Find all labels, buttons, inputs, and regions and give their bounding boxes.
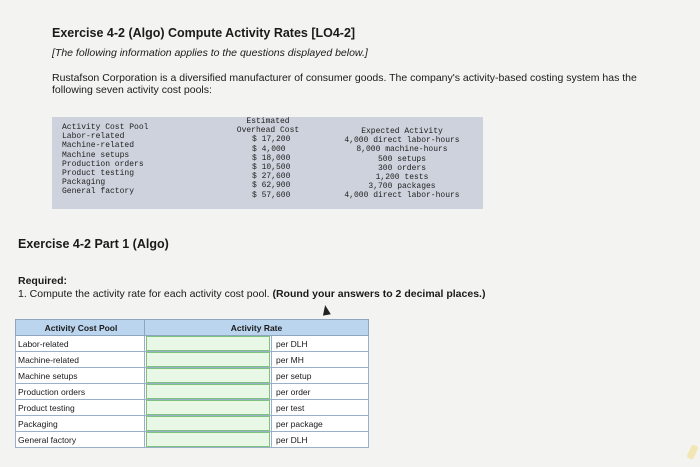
rate-input-cell	[145, 336, 272, 352]
rate-input-cell	[145, 384, 272, 400]
given-cost-cell: $ 4,000	[252, 144, 286, 154]
given-activity-header: Expected Activity	[361, 127, 443, 136]
answer-pool-cell: Packaging	[16, 416, 145, 432]
rate-input-cell	[145, 416, 272, 432]
given-activity-column	[327, 127, 477, 201]
exercise-intro: Rustafson Corporation is a diversified manufacturer of consumer goods. The company's activity-based costing system has the following seven activity cost pools:	[52, 72, 637, 96]
given-activity-cell: 3,700 packages	[368, 182, 436, 192]
answer-unit-cell: per DLH	[272, 336, 369, 352]
packaging-rate-input[interactable]	[146, 416, 270, 431]
given-cost-cell: $ 27,600	[252, 172, 291, 182]
rate-input-cell	[145, 432, 272, 448]
required-instruction	[18, 288, 485, 300]
answer-pool-cell: Machine setups	[16, 368, 145, 384]
given-pool-cell: General factory	[62, 187, 135, 197]
required-text: 1. Compute the activity rate for each activity cost pool.	[18, 288, 270, 300]
machine-related-rate-input[interactable]	[146, 352, 270, 367]
pencil-icon	[686, 444, 698, 460]
given-pool-cell: Machine setups	[62, 150, 130, 160]
given-pool-cell: Labor-related	[62, 132, 125, 142]
given-activity-cell: 4,000 direct labor-hours	[344, 191, 460, 201]
given-cost-header: Estimated	[246, 117, 290, 126]
given-activity-cell: 300 orders	[377, 163, 426, 173]
given-cost-cell: $ 57,600	[252, 190, 291, 200]
given-activity-cell: 1,200 tests	[375, 173, 429, 183]
rate-input-cell	[145, 352, 272, 368]
general-factory-rate-input[interactable]	[146, 432, 270, 447]
given-pool-header: Activity Cost Pool	[62, 123, 149, 132]
given-pool-cell: Product testing	[62, 169, 135, 179]
exercise-title: Exercise 4-2 (Algo) Compute Activity Rates [LO4-2]	[52, 26, 356, 40]
given-cost-cell: $ 62,900	[252, 181, 291, 191]
answer-unit-cell: per DLH	[272, 432, 369, 448]
given-cost-cell: $ 10,500	[252, 163, 291, 173]
answer-pool-cell: Machine-related	[16, 352, 145, 368]
answer-unit-cell: per package	[272, 416, 369, 432]
part-title: Exercise 4-2 Part 1 (Algo)	[18, 237, 169, 251]
production-orders-rate-input[interactable]	[146, 384, 270, 399]
rate-input-cell	[145, 400, 272, 416]
given-activity-cell: 8,000 machine-hours	[356, 145, 448, 155]
answer-pool-cell: Product testing	[16, 400, 145, 416]
table-row	[16, 336, 369, 352]
given-pool-cell: Production orders	[62, 159, 144, 169]
given-pool-cell: Packaging	[62, 178, 106, 188]
exercise-subtitle: [The following information applies to the questions displayed below.]	[52, 47, 368, 59]
answer-unit-cell: per setup	[272, 368, 369, 384]
table-row	[16, 416, 369, 432]
table-row	[16, 384, 369, 400]
required-label: Required:	[18, 275, 68, 287]
labor-related-rate-input[interactable]	[146, 336, 270, 351]
table-row	[16, 368, 369, 384]
rate-input-cell	[145, 368, 272, 384]
mouse-cursor-icon	[321, 304, 331, 315]
answer-unit-cell: per test	[272, 400, 369, 416]
table-row	[16, 432, 369, 448]
table-row	[16, 400, 369, 416]
product-testing-rate-input[interactable]	[146, 400, 270, 415]
given-pool-column	[62, 123, 148, 197]
answer-unit-cell: per order	[272, 384, 369, 400]
answer-unit-cell: per MH	[272, 352, 369, 368]
given-activity-cell: 4,000 direct labor-hours	[344, 136, 460, 146]
given-activity-cell: 500 setups	[377, 154, 426, 164]
required-note: (Round your answers to 2 decimal places.)	[272, 288, 486, 300]
answer-pool-cell: Labor-related	[16, 336, 145, 352]
given-cost-header: Overhead Cost	[236, 126, 300, 136]
given-cost-cell: $ 18,000	[252, 153, 291, 163]
given-data-table	[52, 117, 483, 209]
answer-pool-header: Activity Cost Pool	[16, 320, 145, 336]
given-cost-column	[228, 117, 308, 200]
answer-pool-cell: General factory	[16, 432, 145, 448]
given-cost-cell: $ 17,200	[252, 135, 291, 145]
answer-rate-header: Activity Rate	[145, 320, 369, 336]
machine-setups-rate-input[interactable]	[146, 368, 270, 383]
answer-pool-cell: Production orders	[16, 384, 145, 400]
answer-table	[15, 319, 369, 448]
given-pool-cell: Machine-related	[62, 141, 135, 151]
table-row	[16, 352, 369, 368]
